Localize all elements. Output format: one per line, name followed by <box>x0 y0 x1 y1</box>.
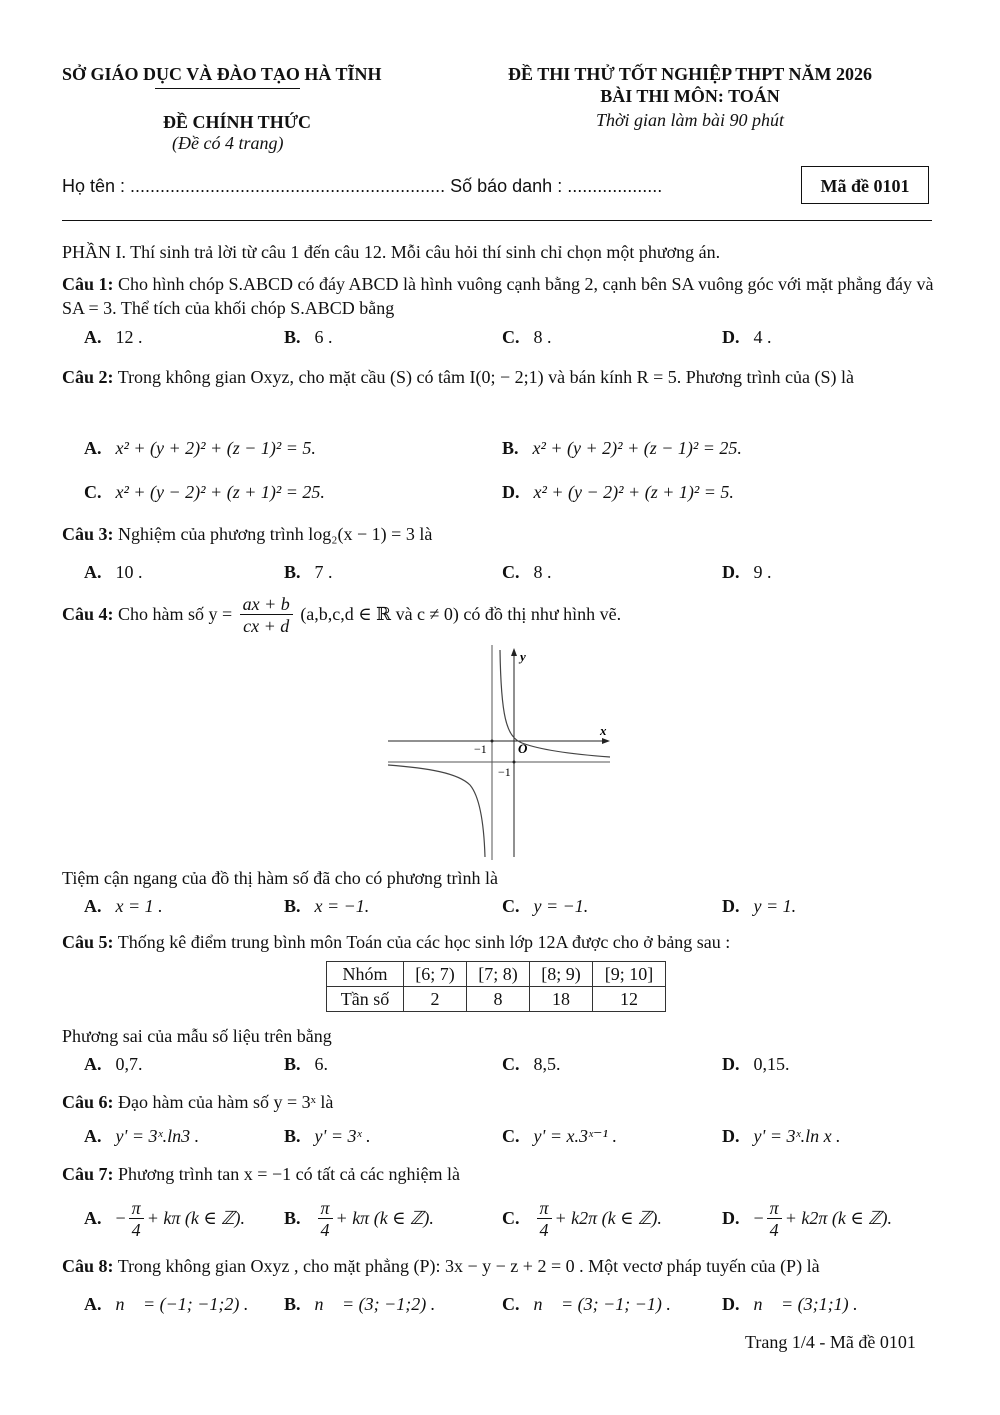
q7-option-b[interactable]: B. $\frac{\pi}{4}$ + kπ (k ∈ ℤ). <box>284 1198 434 1241</box>
table-cell: [7; 8) <box>467 962 530 987</box>
q4-option-a[interactable]: A. x = 1 . <box>84 896 163 916</box>
question-2 <box>62 360 942 394</box>
table-row <box>327 962 666 987</box>
header-divider <box>62 220 932 221</box>
q3-option-b[interactable]: B. 7 . <box>284 562 333 582</box>
table-row <box>327 987 666 1012</box>
q4-option-b[interactable]: B. x = −1. <box>284 896 370 916</box>
origin-label: O <box>518 741 528 756</box>
table-cell: 8 <box>467 987 530 1012</box>
question-text: Thống kê điểm trung bình môn Toán của các học sinh lớp 12A được cho ở bảng sau : <box>117 932 731 952</box>
q4-follow-text: Tiệm cận ngang của đồ thị hàm số đã cho có phương trình là <box>62 868 499 888</box>
q2-option-c[interactable]: C. x² + (y − 2)² + (z + 1)² = 25. <box>84 482 325 502</box>
q7-option-a[interactable]: A. − $\frac{\pi}{4}$ + kπ (k ∈ ℤ). <box>84 1198 246 1241</box>
q8-option-b[interactable]: B. n⃗ = (3; −1;2) . <box>284 1294 436 1314</box>
q6-option-d[interactable]: D. y' = 3ˣ.ln x . <box>722 1126 841 1146</box>
table-cell: [8; 9) <box>530 962 593 987</box>
question-label: Câu 2: <box>62 367 114 387</box>
question-text: Phương trình tan x = −1 có tất cả các nghiệm là <box>118 1164 460 1184</box>
q5-option-b[interactable]: B. 6. <box>284 1054 329 1074</box>
question-3 <box>62 522 942 546</box>
y-axis-arrow-icon <box>511 648 517 656</box>
table-cell: 12 <box>593 987 666 1012</box>
question-label: Câu 7: <box>62 1164 114 1184</box>
q1-option-a[interactable]: A. 12 . <box>84 327 143 347</box>
table-header-cell: Tần số <box>327 987 404 1012</box>
function-fraction <box>240 594 293 637</box>
x-axis-label: x <box>600 723 607 738</box>
question-label: Câu 4: <box>62 604 114 624</box>
q8-option-d[interactable]: D. n⃗ = (3;1;1) . <box>722 1294 858 1314</box>
frequency-table <box>326 961 666 1012</box>
table-cell: 2 <box>404 987 467 1012</box>
question-label: Câu 8: <box>62 1256 114 1276</box>
q4-function-graph <box>388 645 613 860</box>
y-tick-label: −1 <box>498 765 511 779</box>
q5-follow-text: Phương sai của mẫu số liệu trên bằng <box>62 1026 332 1046</box>
department-name: SỞ GIÁO DỤC VÀ ĐÀO TẠO HÀ TĨNH <box>62 64 382 84</box>
question-text: Nghiệm của phương trình log₂(x − 1) = 3 là <box>118 524 433 544</box>
table-cell: 18 <box>530 987 593 1012</box>
table-header-cell: Nhóm <box>327 962 404 987</box>
question-text: Đạo hàm của hàm số y = 3ˣ là <box>118 1092 334 1112</box>
q8-option-a[interactable]: A. n⃗ = (−1; −1;2) . <box>84 1294 249 1314</box>
page-footer: Trang 1/4 - Mã đề 0101 <box>745 1332 916 1352</box>
q4-option-d[interactable]: D. y = 1. <box>722 896 797 916</box>
question-label: Câu 3: <box>62 524 114 544</box>
q6-option-b[interactable]: B. y' = 3ˣ . <box>284 1126 371 1146</box>
question-text: Cho hình chóp S.ABCD có đáy ABCD là hình vuông cạnh bằng 2, cạnh bên SA vuông góc với mặt phẳng đáy và SA = 3. Thể tích của khối chóp S.ABCD bằng <box>62 274 934 318</box>
q2-option-a[interactable]: A. x² + (y + 2)² + (z − 1)² = 5. <box>84 438 316 458</box>
time-note: Thời gian làm bài 90 phút <box>595 110 785 130</box>
q7-option-d[interactable]: D. − $\frac{\pi}{4}$ + k2π (k ∈ ℤ). <box>722 1198 893 1241</box>
q2-option-d[interactable]: D. x² + (y − 2)² + (z + 1)² = 5. <box>502 482 734 502</box>
q5-option-a[interactable]: A. 0,7. <box>84 1054 143 1074</box>
q1-option-d[interactable]: D. 4 . <box>722 327 772 347</box>
x-tick-label: −1 <box>474 742 487 756</box>
question-label: Câu 1: <box>62 274 114 294</box>
graph-left-branch <box>388 765 485 857</box>
exam-subject: BÀI THI MÔN: TOÁN <box>600 86 780 106</box>
q1-option-b[interactable]: B. 6 . <box>284 327 333 347</box>
q5-option-c[interactable]: C. 8,5. <box>502 1054 561 1074</box>
table-cell: [9; 10] <box>593 962 666 987</box>
official-label: ĐỀ CHÍNH THỨC <box>163 112 312 132</box>
header-underline <box>155 88 300 89</box>
q7-option-c[interactable]: C. $\frac{\pi}{4}$ + k2π (k ∈ ℤ). <box>502 1198 662 1241</box>
candidate-info-line: Họ tên : ............................................................... Số báo danh : ................... <box>62 176 663 196</box>
exam-code-box: Mã đề 0101 <box>801 166 929 204</box>
question-label: Câu 6: <box>62 1092 114 1112</box>
question-4 <box>62 592 942 637</box>
q5-option-d[interactable]: D. 0,15. <box>722 1054 790 1074</box>
q4-option-c[interactable]: C. y = −1. <box>502 896 589 916</box>
q1-option-c[interactable]: C. 8 . <box>502 327 552 347</box>
x-axis-arrow-icon <box>602 738 610 744</box>
q6-option-a[interactable]: A. y' = 3ˣ.ln3 . <box>84 1126 200 1146</box>
q2-option-b[interactable]: B. x² + (y + 2)² + (z − 1)² = 25. <box>502 438 742 458</box>
question-text-pre: Cho hàm số y = <box>118 604 233 624</box>
question-7 <box>62 1162 942 1186</box>
y-axis-label: y <box>520 649 526 664</box>
question-8 <box>62 1254 942 1278</box>
q3-option-a[interactable]: A. 10 . <box>84 562 143 582</box>
x-tick-dot <box>491 740 494 743</box>
fraction-numerator: ax + b <box>240 594 293 615</box>
section-1-instructions: PHẦN I. Thí sinh trả lời từ câu 1 đến câu 12. Mỗi câu hỏi thí sinh chỉ chọn một phương án. <box>62 242 721 262</box>
exam-title: ĐỀ THI THỬ TỐT NGHIỆP THPT NĂM 2026 <box>508 64 872 84</box>
q6-option-c[interactable]: C. y' = x.3ˣ⁻¹ . <box>502 1126 617 1146</box>
question-6 <box>62 1090 942 1114</box>
q8-option-c[interactable]: C. n⃗ = (3; −1; −1) . <box>502 1294 671 1314</box>
question-5 <box>62 930 942 954</box>
pages-note: (Đề có 4 trang) <box>172 133 284 153</box>
fraction-denominator: cx + d <box>243 616 290 637</box>
question-label: Câu 5: <box>62 932 114 952</box>
question-text: Trong không gian Oxyz , cho mặt phẳng (P): 3x − y − z + 2 = 0 . Một vectơ pháp tuyến của (P) là <box>117 1256 820 1276</box>
question-1 <box>62 272 942 320</box>
q3-option-d[interactable]: D. 9 . <box>722 562 772 582</box>
table-cell: [6; 7) <box>404 962 467 987</box>
question-text-post: (a,b,c,d ∈ ℝ và c ≠ 0) có đồ thị như hình vẽ. <box>300 604 622 624</box>
y-tick-dot <box>513 761 516 764</box>
q3-option-c[interactable]: C. 8 . <box>502 562 552 582</box>
question-text: Trong không gian Oxyz, cho mặt cầu (S) có tâm I(0; − 2;1) và bán kính R = 5. Phương trình của (S) là <box>117 367 854 387</box>
